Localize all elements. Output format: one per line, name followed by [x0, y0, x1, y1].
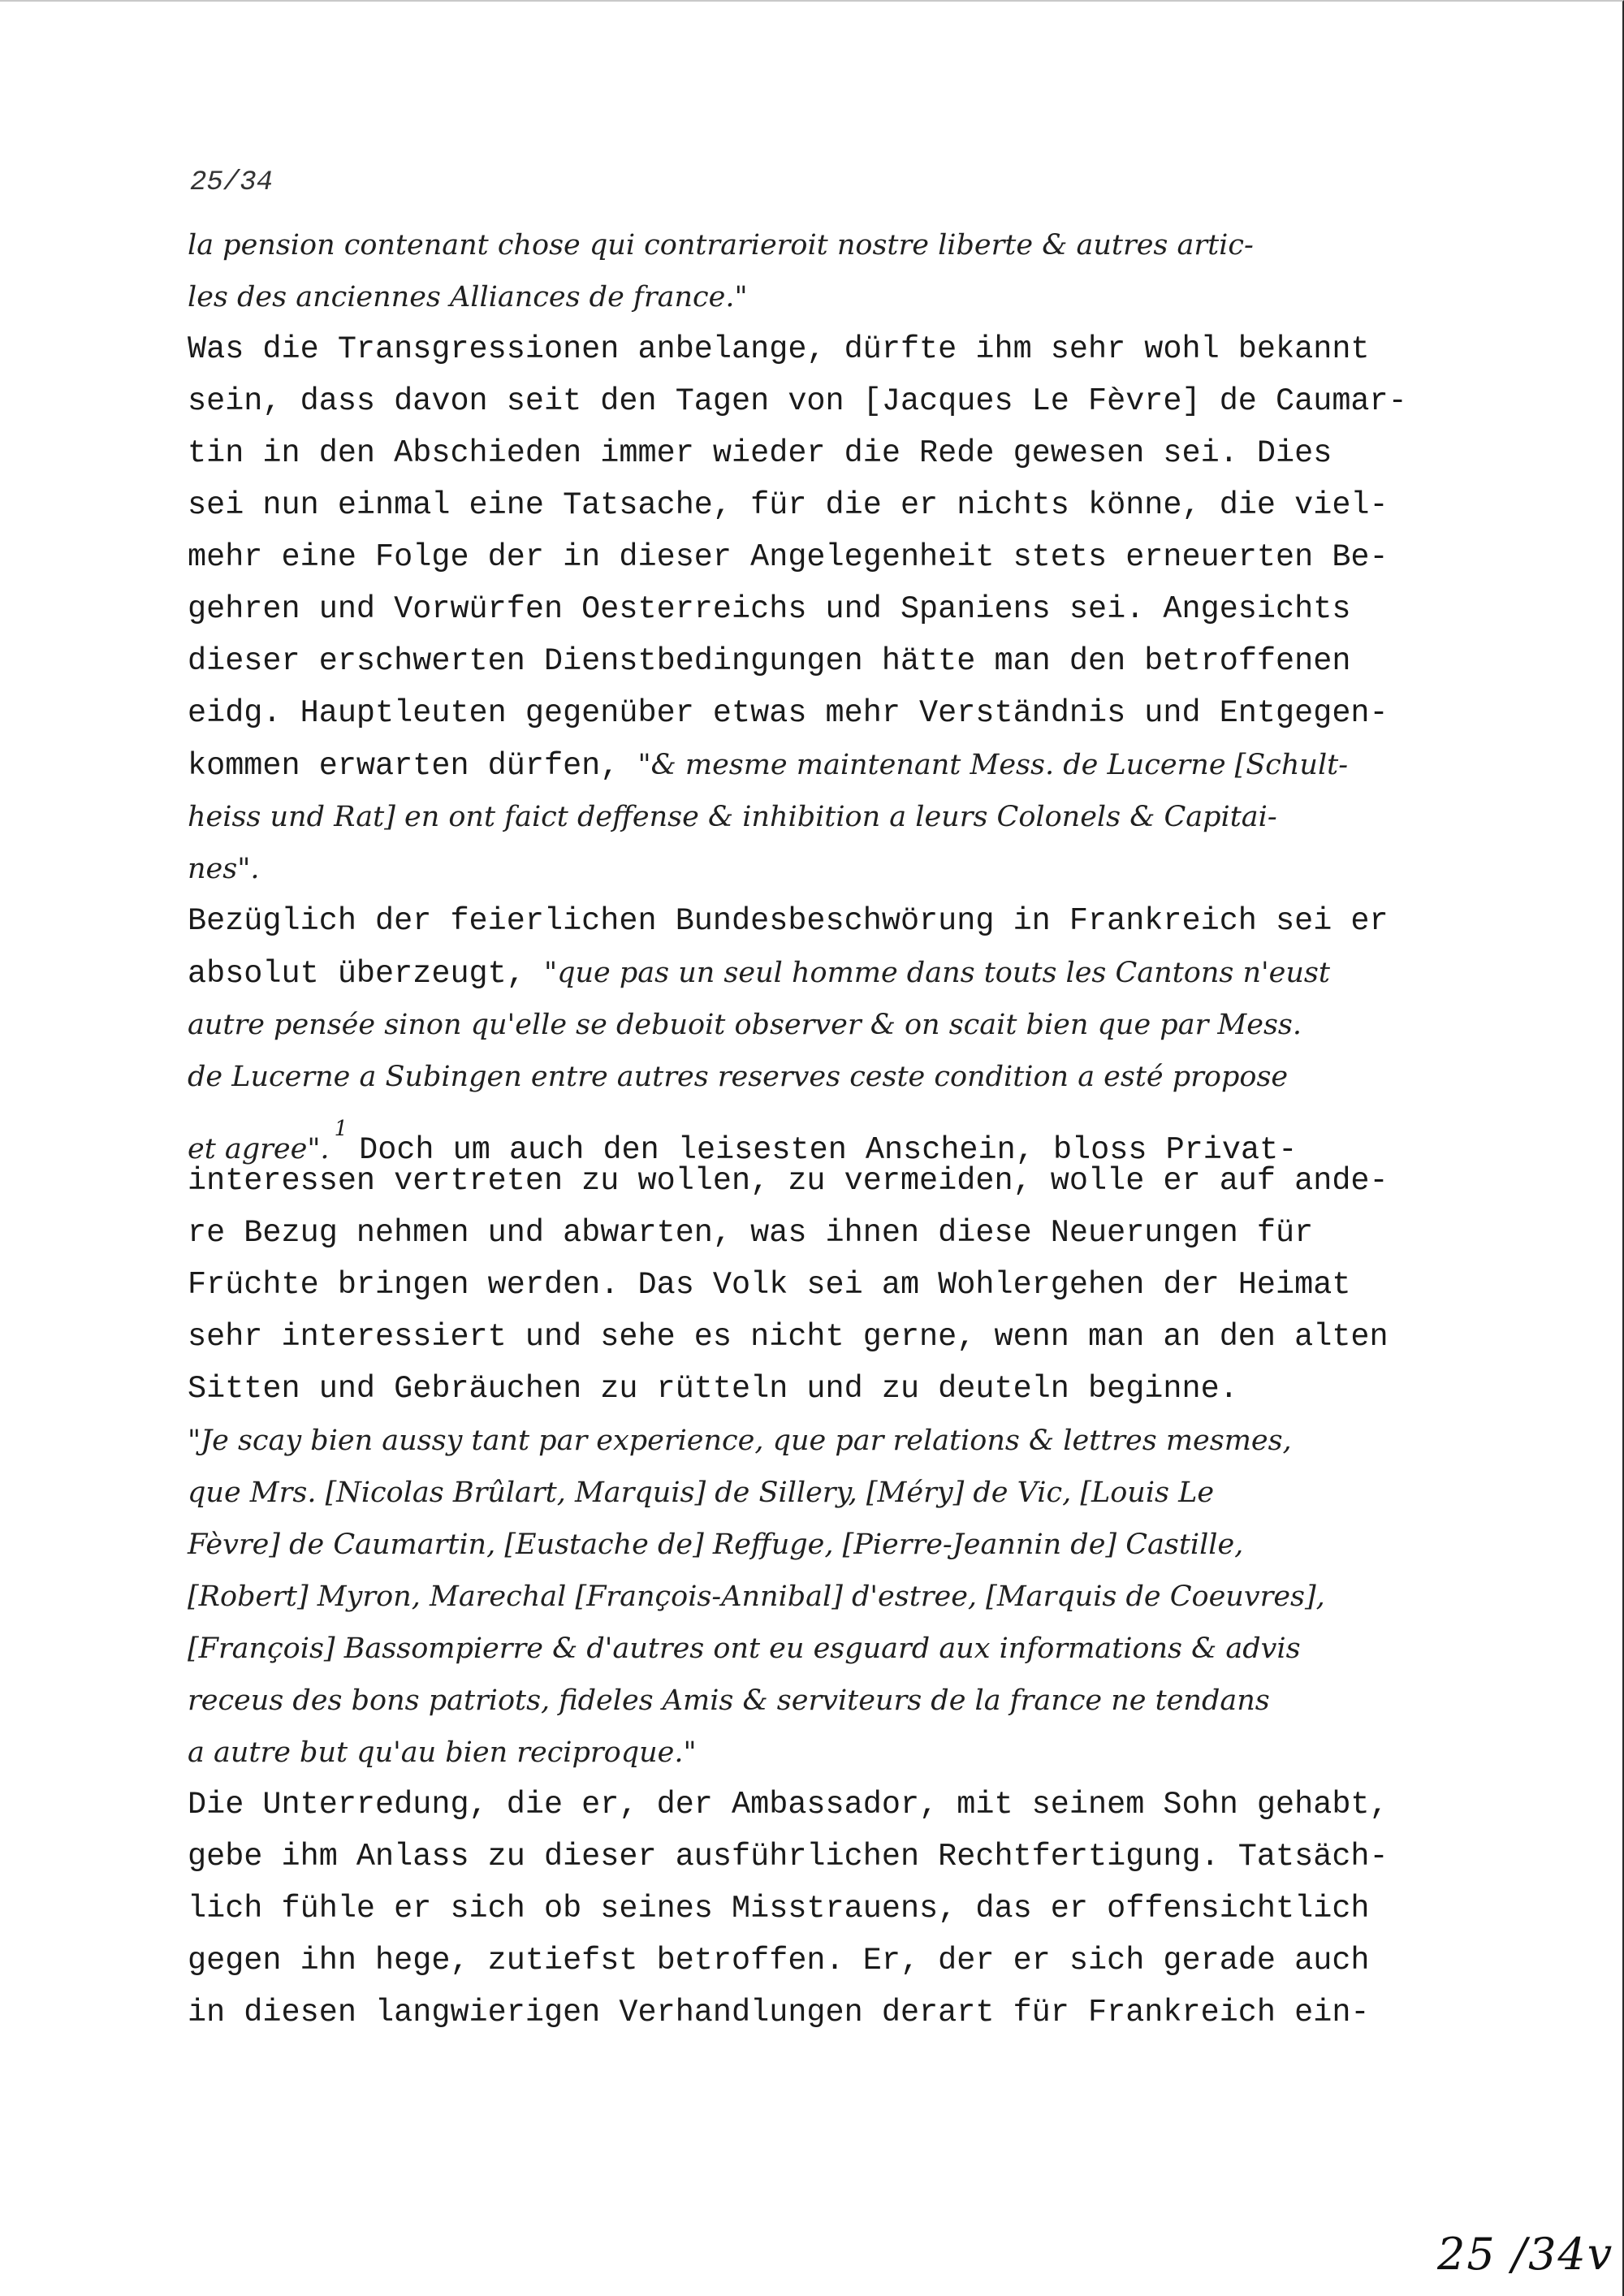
quoted-french-text: "Je scay bien aussy tant par experience, que par relations & lettres mesmes,: [188, 1425, 1292, 1457]
text-line: [188, 531, 1487, 583]
body-text: [188, 219, 1487, 2039]
text-segment: lich fühle er sich ob seines Misstrauens, das er offensichtlich: [188, 1891, 1370, 1926]
quoted-french-text: [François] Bassompierre & d'autres ont eu esguard aux informations & advis: [188, 1632, 1301, 1665]
text-line: [188, 1103, 1487, 1168]
text-segment: sein, dass davon seit den Tagen von [Jacques Le Fèvre] de Caumar-: [188, 383, 1407, 419]
text-line: [188, 1675, 1487, 1727]
page-number: 25/34: [190, 167, 274, 198]
quoted-french-text: receus des bons patriots, fideles Amis & serviteurs de la france ne tendans: [188, 1684, 1270, 1717]
text-line: [188, 1519, 1487, 1571]
text-segment: Früchte bringen werden. Das Volk sei am Wohlergehen der Heimat: [188, 1267, 1351, 1303]
text-line: [188, 687, 1487, 739]
text-segment: interessen vertreten zu wollen, zu vermeiden, wolle er auf ande-: [188, 1163, 1389, 1199]
text-segment: gegen ihn hege, zutiefst betroffen. Er, der er sich gerade auch: [188, 1943, 1370, 1978]
text-segment: gehren und Vorwürfen Oesterreichs und Spaniens sei. Angesichts: [188, 591, 1351, 627]
quoted-french-text: a autre but qu'au bien reciproque.": [188, 1736, 697, 1769]
text-line: [188, 635, 1487, 687]
quoted-french-text: "& mesme maintenant Mess. de Lucerne [Schult-: [637, 749, 1349, 781]
text-line: [188, 1935, 1487, 1987]
text-line: [188, 895, 1487, 947]
text-line: [188, 323, 1487, 375]
text-line: [188, 427, 1487, 479]
text-segment: Die Unterredung, die er, der Ambassador, mit seinem Sohn gehabt,: [188, 1787, 1389, 1823]
text-segment: Sitten und Gebräuchen zu rütteln und zu deuteln beginne.: [188, 1371, 1238, 1407]
text-segment: dieser erschwerten Dienstbedingungen hätte man den betroffenen: [188, 643, 1351, 679]
text-line: [188, 1571, 1487, 1623]
text-segment: re Bezug nehmen und abwarten, was ihnen diese Neuerungen für: [188, 1215, 1314, 1251]
text-segment: mehr eine Folge der in dieser Angelegenheit stets erneuerten Be-: [188, 539, 1389, 575]
footnote-marker: 1: [334, 1117, 348, 1141]
text-line: [188, 1779, 1487, 1831]
text-segment: Bezüglich der feierlichen Bundesbeschwörung in Frankreich sei er: [188, 903, 1389, 939]
text-segment: Doch um auch den leisesten Anschein, bloss Privat-: [359, 1132, 1298, 1168]
quoted-french-text: Fèvre] de Caumartin, [Eustache de] Reffuge, [Pierre-Jeannin de] Castille,: [188, 1529, 1244, 1561]
quoted-french-text: nes".: [188, 853, 260, 885]
quoted-french-text: "que pas un seul homme dans touts les Cantons n'eust: [543, 957, 1330, 989]
text-line: [188, 1831, 1487, 1883]
text-segment: in diesen langwierigen Verhandlungen derart für Frankreich ein-: [188, 1995, 1370, 2030]
text-line: [188, 1311, 1487, 1363]
text-line: [188, 583, 1487, 635]
text-line: [188, 791, 1487, 843]
text-segment: gebe ihm Anlass zu dieser ausführlichen Rechtfertigung. Tatsäch-: [188, 1839, 1389, 1874]
text-line: [188, 1259, 1487, 1311]
text-line: [188, 739, 1487, 791]
text-line: [188, 999, 1487, 1051]
text-segment: kommen erwarten dürfen,: [188, 748, 638, 784]
text-segment: absolut überzeugt,: [188, 956, 544, 992]
text-line: [188, 219, 1487, 271]
text-line: [188, 375, 1487, 427]
text-line: [188, 1415, 1487, 1467]
text-line: [188, 843, 1487, 895]
quoted-french-text: autre pensée sinon qu'elle se debuoit observer & on scait bien que par Mess.: [188, 1009, 1302, 1041]
text-segment: sei nun einmal eine Tatsache, für die er nichts könne, die viel-: [188, 487, 1389, 523]
quoted-french-text: heiss und Rat] en ont faict deffense & inhibition a leurs Colonels & Capitai-: [188, 801, 1277, 833]
text-segment: Was die Transgressionen anbelange, dürfte ihm sehr wohl bekannt: [188, 331, 1370, 367]
text-line: [188, 1467, 1487, 1519]
quoted-french-text: la pension contenant chose qui contrarieroit nostre liberte & autres artic-: [188, 229, 1254, 262]
quoted-french-text: que Mrs. [Nicolas Brûlart, Marquis] de Sillery, [Méry] de Vic, [Louis Le: [188, 1477, 1215, 1509]
text-line: [188, 479, 1487, 531]
text-line: [188, 1363, 1487, 1415]
text-segment: eidg. Hauptleuten gegenüber etwas mehr Verständnis und Entgegen-: [188, 695, 1389, 731]
text-line: [188, 947, 1487, 999]
text-line: [188, 1207, 1487, 1259]
quoted-french-text: de Lucerne a Subingen entre autres reserves ceste condition a esté propose: [188, 1061, 1289, 1093]
text-line: [188, 1155, 1487, 1207]
text-line: [188, 1051, 1487, 1103]
quoted-french-text: [Robert] Myron, Marechal [François-Annibal] d'estree, [Marquis de Coeuvres],: [188, 1580, 1325, 1613]
text-line: [188, 1883, 1487, 1935]
text-line: [188, 1987, 1487, 2039]
handwritten-page-mark: 25 /34v: [1437, 2229, 1614, 2280]
quoted-french-text: et agree".: [188, 1133, 330, 1165]
text-line: [188, 271, 1487, 323]
text-segment: sehr interessiert und sehe es nicht gerne, wenn man an den alten: [188, 1319, 1389, 1355]
quoted-french-text: les des anciennes Alliances de france.": [188, 281, 748, 313]
text-segment: tin in den Abschieden immer wieder die Rede gewesen sei. Dies: [188, 435, 1332, 471]
text-line: [188, 1727, 1487, 1779]
text-line: [188, 1623, 1487, 1675]
